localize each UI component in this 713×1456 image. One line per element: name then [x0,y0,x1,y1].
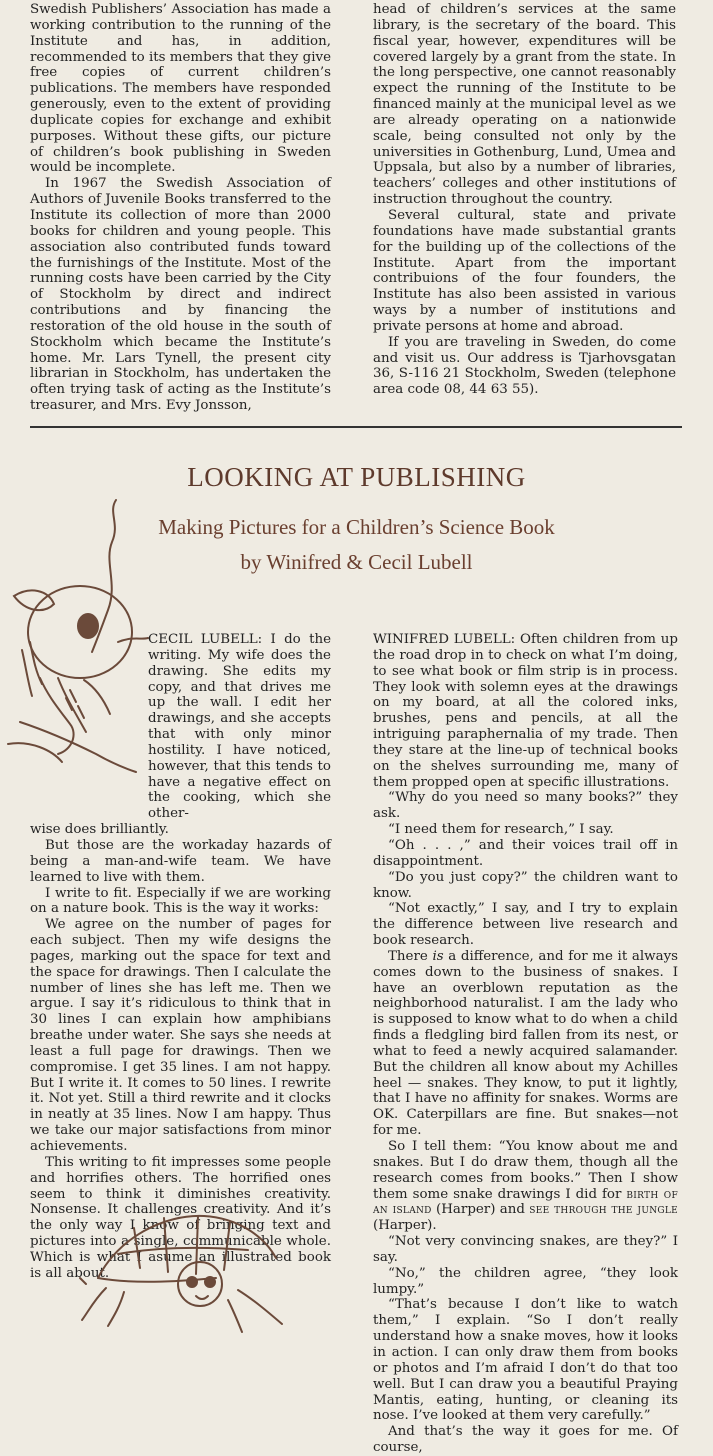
text-run: (Harper). [373,1218,437,1234]
section-divider [30,426,682,428]
paragraph: And that’s the way it goes for me. Of course, [373,1424,678,1456]
top-left-column [30,2,331,414]
paragraph: But those are the workaday hazards of being a man-and-wife team. We have learned to live with them. [30,837,331,885]
paragraph: Several cultural, state and private foundations have made substantial grants for the building up of the collections of the Institute. Apart from the important contribuions of the four founders, the Institute has also been assisted in various ways by a number of institutions and private persons at home and abroad. [373,207,676,334]
paragraph: “Do you just copy?” the children want to know. [373,869,678,901]
paragraph: head of children’s services at the same library, is the secretary of the board. This fiscal year, however, expenditures will be covered largely by a grant from the state. In the long perspective, one cannot reasonably expect the running of the Institute to be financed mainly at the municipal level as we are already operating on a nationwide scale, being consulted not only by the universities in Gothenburg, Lund, Umea and Uppsala, but also by a number of libraries, teachers’ colleges and other institutions of instruction throughout the country. [373,2,677,208]
turtle-illustration [78,1208,290,1334]
bottom-right-column [373,632,678,1456]
text-run: There [388,948,433,964]
paragraph: “Not exactly,” I say, and I try to explain the difference between live research and book research. [373,901,678,949]
paragraph [373,949,678,1139]
paragraph: Swedish Publishers’ Association has made a working contribution to the running of the Institute and has, in addition, recommended to its members that they give free copies of current children’s publications. The members have responded generously, even to the extent of providing duplicate copies for exchange and exhibit purposes. Without these gifts, our picture of children’s book publishing in Sweden would be incomplete. [30,2,331,176]
article-byline: by Winifred & Cecil Lubell [240,550,473,574]
paragraph: I write to fit. Especially if we are working on a nature book. This is the way it works: [30,885,331,917]
paragraph: wise does brilliantly. [30,822,169,838]
paragraph: In 1967 the Swedish Association of Authors of Juvenile Books transferred to the Institute its collection of more than 2000 books for children and young people. This association also contributed funds toward the furnishings of the Institute. Most of the running costs have been carried by the City of Stockholm by direct and indirect contributions and by financing the restoration of the old house in the south of Stockholm which became the Institute’s home. Mr. Lars Tynell, the present city librarian in Stockholm, has undertaken the often trying task of acting as the Institute’s treasurer, and Mrs. Evy Jonsson, [30,176,331,414]
paragraph: CECIL LUBELL: I do the writing. My wife does the drawing. She edits my copy, and that drives me up the wall. I edit her drawings, and she accepts that with only minor hostility. I have noticed, however, that this tends to have a negative effect on the cooking, which she other- [148,632,331,822]
text-run: a difference, and for me it always comes down to the business of snakes. I have an overblown reputation as the neighborhood naturalist. I am the lady who is supposed to know what to do when a child finds a fledgling bird fallen from its nest, or what to feed a newly acquired salamander. But the children all know about my Achilles heel — snakes. They know, to put it lightly, that I have no affinity for snakes. Worms are OK. Caterpillars are fine. But snakes—not for me. [373,948,679,1139]
paragraph: We agree on the number of pages for each subject. Then my wife designs the pages, marking out the space for text and the space for drawings. Then I calculate the number of lines she has left me. Then we argue. I say it’s ridiculous to think that in 30 lines I can explain how amphibians breathe under water. She says she needs at least a full page for drawings. Then we compromise. I get 35 lines. I am not happy. But I write it. It comes to 50 lines. I rewrite it. Not yet. Still a third rewrite and it clocks in neatly at 35 lines. Now I am happy. Thus we take our major satisfactions from minor achievements. [30,917,331,1154]
paragraph: “Oh . . . ,” and their voices trail off in disappointment. [373,837,678,869]
top-right-column [373,2,676,398]
paragraph: “Why do you need so many books?” they ask. [373,790,678,822]
article-headline: LOOKING AT PUBLISHING [187,462,526,492]
emphasis: is [432,948,444,964]
illustration-wrap-block [148,632,331,822]
paragraph: This writing to fit impresses some people and horrifies others. The horrified ones seem to think it diminishes creativity. Nonsense. It challenges creativity. And it’s the only way I know of bringing text and pictures into a single, communicable whole. Which is what I asume an illustrated book is all about. [30,1154,331,1281]
paragraph: “That’s because I don’t like to watch them,” I explain. “So I don’t really understand how a snake moves, how it looks in action. I can only draw them from books or photos and I’m afraid I don’t do that too well. But I can draw you a beautiful Praying Mantis, eating, hunting, or cleaning its nose. I’ve looked at them very carefully.” [373,1297,678,1424]
paragraph [373,1139,678,1234]
text-run: So I tell them: “You know about me and snakes. But I do draw them, though all the research comes from books.” Then I show them some snake drawings I did for [373,1139,678,1202]
paragraph: “I need them for research,” I say. [388,822,614,838]
paragraph: If you are traveling in Sweden, do come and visit us. Our address is Tjarhovsgatan 36, S-116 21 Stockholm, Sweden (telephone area code 08, 44 63 55). [373,334,676,398]
book-title: see through the jungle [529,1202,679,1218]
bottom-left-column [30,632,331,1282]
article-subtitle: Making Pictures for a Children’s Science Book [158,515,555,539]
paragraph: WINIFRED LUBELL: Often children from up the road drop in to check on what I’m doing, to see what book or film strip is in process. They look with solemn eyes at the drawings on my board, at all the colored inks, brushes, pens and pencils, at all the intriguing paraphernalia of my trade. Then they stare at the line-up of technical books on the shelves surrounding me, many of them propped open at specific illustrations. [373,632,678,790]
text-run: (Harper) and [431,1202,530,1218]
paragraph: “No,” the children agree, “they look lumpy.” [373,1265,678,1297]
paragraph: “Not very convincing snakes, are they?” I say. [373,1234,678,1265]
book-title: birth of an island [373,1186,679,1218]
